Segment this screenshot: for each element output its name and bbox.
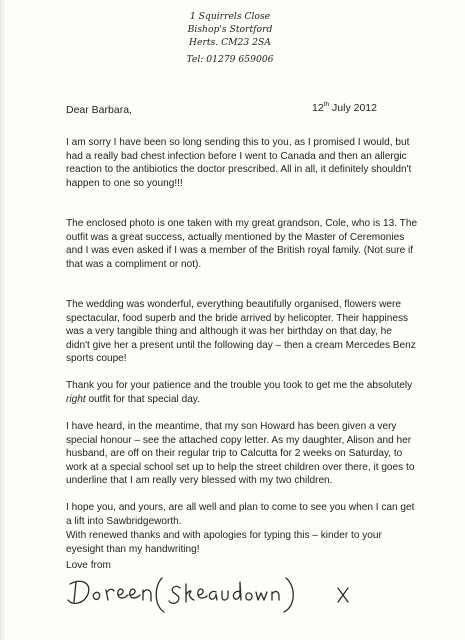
paragraph-apologies: With renewed thanks and with apologies for typing this – kinder to your eyesight than my handwriting! (66, 530, 382, 555)
sender-address (150, 10, 310, 66)
address-line-2: Bishop's Stortford (187, 24, 273, 35)
date-day: 12 (312, 102, 324, 114)
paragraph-wedding: The wedding was wonderful, everything beautifully organised, flowers were spectacular, food superb and the bride arrived by helicopter. Their happiness was a very tangible thing and although it was her birthday on that day, he didn't give her a present until the following day – then a cream Mercedes Benz sports coupe! (66, 299, 416, 365)
closing: Love from (66, 560, 111, 571)
paragraph-family: I have heard, in the meantime, that my son Howard has been given a very special honour – see the attached copy letter. As my daughter, Alison and her husband, are off on their regular trip to Calcutta for 2 weeks on Saturday, to work at a special school set up to help the street children over there, it goes to underline that I am really very blessed with my two children. (66, 421, 415, 487)
paragraph-photo: The enclosed photo is one taken with my great grandson, Cole, who is 13. The outfit was a great success, actually mentioned by the Master of Ceremonies and I was even asked if I was a member of the British royal family. (Not sure if that was a compliment or not). (66, 218, 418, 270)
paragraph-thanks (66, 379, 418, 406)
thanks-text: Thank you for your patience and the trouble you took to get me the absolutely (66, 380, 413, 391)
paragraph-apology: I am sorry I have been so long sending this to you, as I promised I would, but had a really bad chest infection before I went to Canada and then an allergic reaction to the antibiotics the doctor prescribed. All in all, it definitely shouldn't happen to one so young!!! (66, 137, 412, 189)
address-line-3: Herts. CM23 2SA (189, 37, 271, 48)
thanks-text-end: outfit for that special day. (85, 393, 200, 405)
salutation: Dear Barbara, (66, 104, 132, 116)
date-rest: July 2012 (329, 102, 377, 114)
thanks-italic: right (66, 393, 86, 405)
telephone: Tel: 01279 659006 (186, 54, 274, 65)
paragraph-visit: I hope you, and yours, are all well and plan to come to see you when I can get a lift into Sawbridgeworth. (66, 502, 415, 527)
date-suffix: th (323, 101, 330, 108)
page-edge (0, 0, 6, 640)
handwritten-signature (62, 572, 382, 618)
letter-date (312, 102, 377, 114)
address-line-1: 1 Squirrels Close (189, 11, 271, 22)
